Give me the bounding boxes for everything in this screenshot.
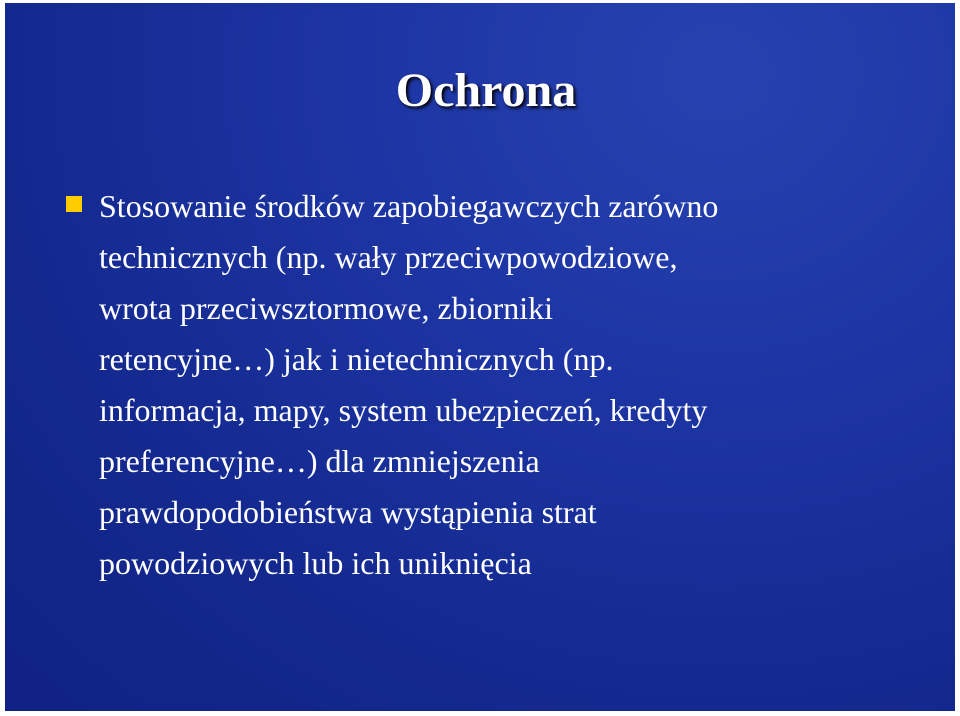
bullet-line: informacja, mapy, system ubezpieczeń, kredyty (99, 392, 708, 428)
square-bullet-icon (66, 196, 82, 212)
bullet-line: powodziowych lub ich uniknięcia (99, 545, 532, 581)
slide-title: Ochrona (395, 64, 577, 117)
bullet-item (63, 181, 923, 589)
bullet-line: technicznych (np. wały przeciwpowodziowe, (99, 239, 678, 275)
bullet-line: preferencyjne…) dla zmniejszenia (99, 443, 540, 479)
bullet-line: Stosowanie środków zapobiegawczych zarówno (99, 188, 719, 224)
slide (5, 3, 955, 711)
bullet-line: retencyjne…) jak i nietechnicznych (np. (99, 341, 614, 377)
slide-content (63, 181, 923, 589)
bullet-line: prawdopodobieństwa wystąpienia strat (99, 494, 597, 530)
bullet-line: wrota przeciwsztormowe, zbiorniki (99, 290, 554, 326)
